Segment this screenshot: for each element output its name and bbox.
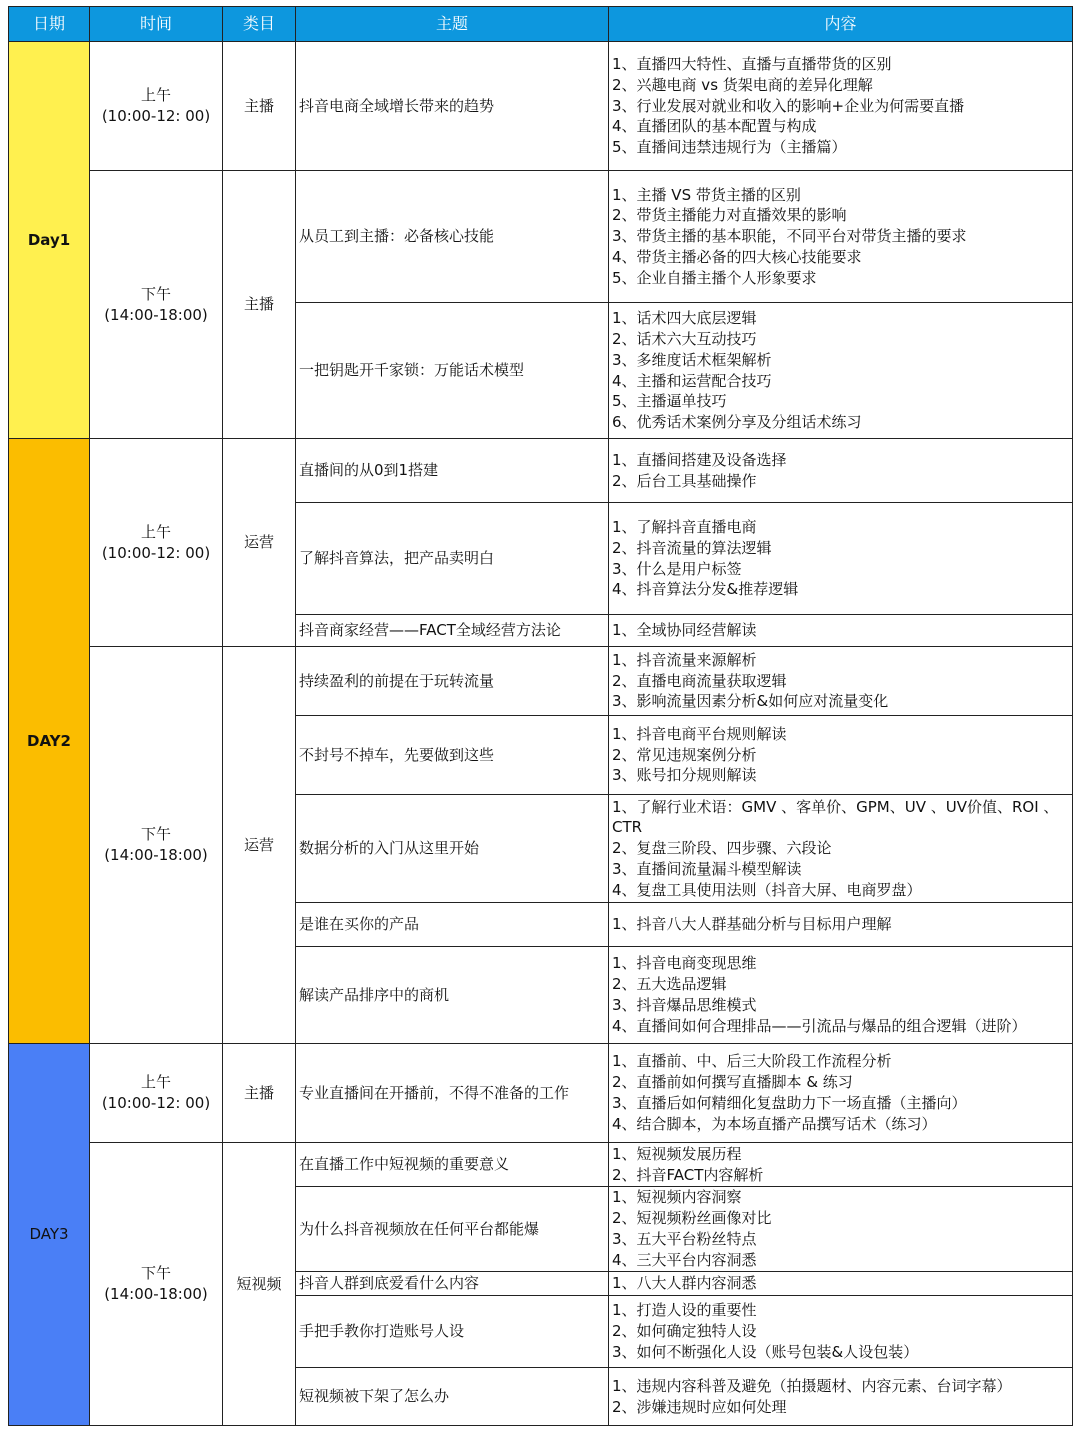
header-topic: 主题 <box>296 7 609 42</box>
content-item: 5、直播间违禁违规行为（主播篇） <box>612 138 847 157</box>
content-item: 1、抖音电商平台规则解读 <box>612 724 787 743</box>
day-cell-day1: Day1 <box>9 42 90 439</box>
time-label: 上午 <box>140 1073 171 1092</box>
category-cell: 运营 <box>223 647 296 1044</box>
schedule-table <box>8 6 1073 1426</box>
category-cell: 主播 <box>223 1044 296 1143</box>
topic-cell: 抖音人群到底爱看什么内容 <box>296 1272 609 1296</box>
content-item: 1、主播 VS 带货主播的区别 <box>612 185 801 204</box>
content-item: 2、如何确定独特人设 <box>612 1322 757 1341</box>
day-cell-day3: DAY3 <box>9 1044 90 1426</box>
time-cell <box>90 42 223 171</box>
content-item: 2、兴趣电商 vs 货架电商的差异化理解 <box>612 75 873 94</box>
content-item: 3、直播后如何精细化复盘助力下一场直播（主播向） <box>612 1094 967 1112</box>
content-item: 1、打造人设的重要性 <box>612 1301 757 1320</box>
topic-cell: 在直播工作中短视频的重要意义 <box>296 1143 609 1187</box>
table-row <box>9 1143 1073 1187</box>
content-item: 4、主播和运营配合技巧 <box>612 371 772 390</box>
time-label: 上午 <box>140 86 171 105</box>
content-item: 4、直播间如何合理排品——引流品与爆品的组合逻辑（进阶） <box>612 1016 1027 1035</box>
time-label: 上午 <box>140 522 171 541</box>
topic-cell: 从员工到主播：必备核心技能 <box>296 171 609 303</box>
content-cell <box>609 1368 1073 1426</box>
content-item: 3、直播间流量漏斗模型解读 <box>612 859 802 878</box>
category-cell: 主播 <box>223 171 296 439</box>
content-item: 1、了解行业术语：GMV 、客单价、GPM、UV 、UV价值、ROI 、CTR <box>612 797 1059 837</box>
topic-cell: 专业直播间在开播前，不得不准备的工作 <box>296 1044 609 1143</box>
content-item: 3、什么是用户标签 <box>612 559 742 578</box>
topic-cell: 抖音商家经营——FACT全域经营方法论 <box>296 615 609 647</box>
content-item: 6、优秀话术案例分享及分组话术练习 <box>612 413 862 432</box>
time-cell <box>90 647 223 1044</box>
content-item: 1、短视频内容洞察 <box>612 1188 742 1207</box>
time-label: 下午 <box>140 825 171 844</box>
content-item: 3、如何不断强化人设（账号包装&人设包装） <box>612 1342 919 1361</box>
content-cell <box>609 1187 1073 1272</box>
topic-cell: 数据分析的入门从这里开始 <box>296 795 609 903</box>
content-item: 5、企业自播主播个人形象要求 <box>612 268 817 287</box>
topic-cell: 手把手教你打造账号人设 <box>296 1296 609 1368</box>
content-item: 4、直播团队的基本配置与构成 <box>612 117 817 136</box>
content-item: 4、抖音算法分发&推荐逻辑 <box>612 580 799 599</box>
content-cell <box>609 947 1073 1044</box>
header-content: 内容 <box>609 7 1073 42</box>
time-label: 下午 <box>140 1264 171 1283</box>
time-cell <box>90 439 223 647</box>
content-item: 1、八大人群内容洞悉 <box>612 1274 757 1293</box>
table-row <box>9 171 1073 303</box>
table-row <box>9 42 1073 171</box>
content-item: 1、抖音流量来源解析 <box>612 650 757 669</box>
topic-cell: 持续盈利的前提在于玩转流量 <box>296 647 609 716</box>
content-cell <box>609 303 1073 439</box>
content-item: 4、带货主播必备的四大核心技能要求 <box>612 247 862 266</box>
category-cell: 主播 <box>223 42 296 171</box>
content-item: 2、带货主播能力对直播效果的影响 <box>612 206 847 225</box>
time-hours: (10:00-12: 00) <box>101 543 211 562</box>
content-item: 2、短视频粉丝画像对比 <box>612 1209 772 1228</box>
content-item: 1、直播前、中、后三大阶段工作流程分析 <box>612 1052 892 1071</box>
content-item: 3、抖音爆品思维模式 <box>612 996 757 1014</box>
table-row <box>9 439 1073 503</box>
content-cell <box>609 795 1073 903</box>
category-cell: 运营 <box>223 439 296 647</box>
content-item: 1、短视频发展历程 <box>612 1144 742 1163</box>
content-item: 1、话术四大底层逻辑 <box>612 309 757 328</box>
content-cell <box>609 903 1073 947</box>
content-item: 2、话术六大互动技巧 <box>612 329 757 348</box>
time-hours: (10:00-12: 00) <box>101 107 211 125</box>
time-cell <box>90 1044 223 1143</box>
topic-cell: 一把钥匙开千家锁：万能话术模型 <box>296 303 609 439</box>
table-row <box>9 1044 1073 1143</box>
content-cell <box>609 439 1073 503</box>
content-item: 5、主播逼单技巧 <box>612 392 727 411</box>
time-hours: (14:00-18:00) <box>104 846 208 864</box>
content-item: 2、直播电商流量获取逻辑 <box>612 671 787 690</box>
content-item: 1、直播间搭建及设备选择 <box>612 450 787 469</box>
topic-cell: 为什么抖音视频放在任何平台都能爆 <box>296 1187 609 1272</box>
content-item: 3、行业发展对就业和收入的影响+企业为何需要直播 <box>612 96 965 115</box>
content-item: 1、违规内容科普及避免（拍摄题材、内容元素、台词字幕） <box>612 1376 1012 1395</box>
content-item: 2、直播前如何撰写直播脚本 & 练习 <box>612 1073 853 1092</box>
header-category: 类目 <box>223 7 296 42</box>
content-cell <box>609 716 1073 795</box>
content-item: 3、多维度话术框架解析 <box>612 350 772 369</box>
topic-cell: 直播间的从0到1搭建 <box>296 439 609 503</box>
day-cell-day2: DAY2 <box>9 439 90 1044</box>
time-label: 下午 <box>140 284 171 303</box>
content-cell <box>609 171 1073 303</box>
time-hours: (14:00-18:00) <box>104 1285 208 1303</box>
content-item: 3、带货主播的基本职能，不同平台对带货主播的要求 <box>612 227 967 246</box>
content-item: 2、抖音流量的算法逻辑 <box>612 538 772 557</box>
content-item: 1、全域协同经营解读 <box>612 621 757 640</box>
table-row <box>9 647 1073 716</box>
content-item: 4、结合脚本，为本场直播产品撰写话术（练习） <box>612 1114 937 1133</box>
content-item: 2、常见违规案例分析 <box>612 745 757 764</box>
content-item: 1、了解抖音直播电商 <box>612 517 757 536</box>
content-cell <box>609 1044 1073 1143</box>
content-item: 4、复盘工具使用法则（抖音大屏、电商罗盘） <box>612 880 922 899</box>
topic-cell: 解读产品排序中的商机 <box>296 947 609 1044</box>
content-item: 2、涉嫌违规时应如何处理 <box>612 1397 787 1416</box>
content-item: 1、抖音电商变现思维 <box>612 954 757 973</box>
content-cell <box>609 615 1073 647</box>
header-row <box>9 7 1073 42</box>
time-cell <box>90 171 223 439</box>
content-item: 3、影响流量因素分析&如何应对流量变化 <box>612 692 889 711</box>
content-cell <box>609 1272 1073 1296</box>
content-item: 3、五大平台粉丝特点 <box>612 1230 757 1248</box>
topic-cell: 短视频被下架了怎么办 <box>296 1368 609 1426</box>
content-cell <box>609 1143 1073 1187</box>
category-cell: 短视频 <box>223 1143 296 1426</box>
time-hours: (14:00-18:00) <box>104 305 208 324</box>
topic-cell: 抖音电商全域增长带来的趋势 <box>296 42 609 171</box>
content-item: 2、五大选品逻辑 <box>612 975 727 994</box>
content-item: 1、抖音八大人群基础分析与目标用户理解 <box>612 915 892 934</box>
topic-cell: 不封号不掉车，先要做到这些 <box>296 716 609 795</box>
content-cell <box>609 1296 1073 1368</box>
topic-cell: 是谁在买你的产品 <box>296 903 609 947</box>
content-item: 2、复盘三阶段、四步骤、六段论 <box>612 839 832 858</box>
time-cell <box>90 1143 223 1426</box>
topic-cell: 了解抖音算法，把产品卖明白 <box>296 503 609 615</box>
content-item: 2、抖音FACT内容解析 <box>612 1165 764 1184</box>
content-item: 3、账号扣分规则解读 <box>612 766 757 785</box>
header-date: 日期 <box>9 7 90 42</box>
content-cell <box>609 42 1073 171</box>
content-item: 1、直播四大特性、直播与直播带货的区别 <box>612 55 892 73</box>
content-cell <box>609 503 1073 615</box>
content-item: 2、后台工具基础操作 <box>612 471 757 490</box>
time-hours: (10:00-12: 00) <box>101 1094 211 1112</box>
content-item: 4、三大平台内容洞悉 <box>612 1250 757 1269</box>
header-time: 时间 <box>90 7 223 42</box>
content-cell <box>609 647 1073 716</box>
